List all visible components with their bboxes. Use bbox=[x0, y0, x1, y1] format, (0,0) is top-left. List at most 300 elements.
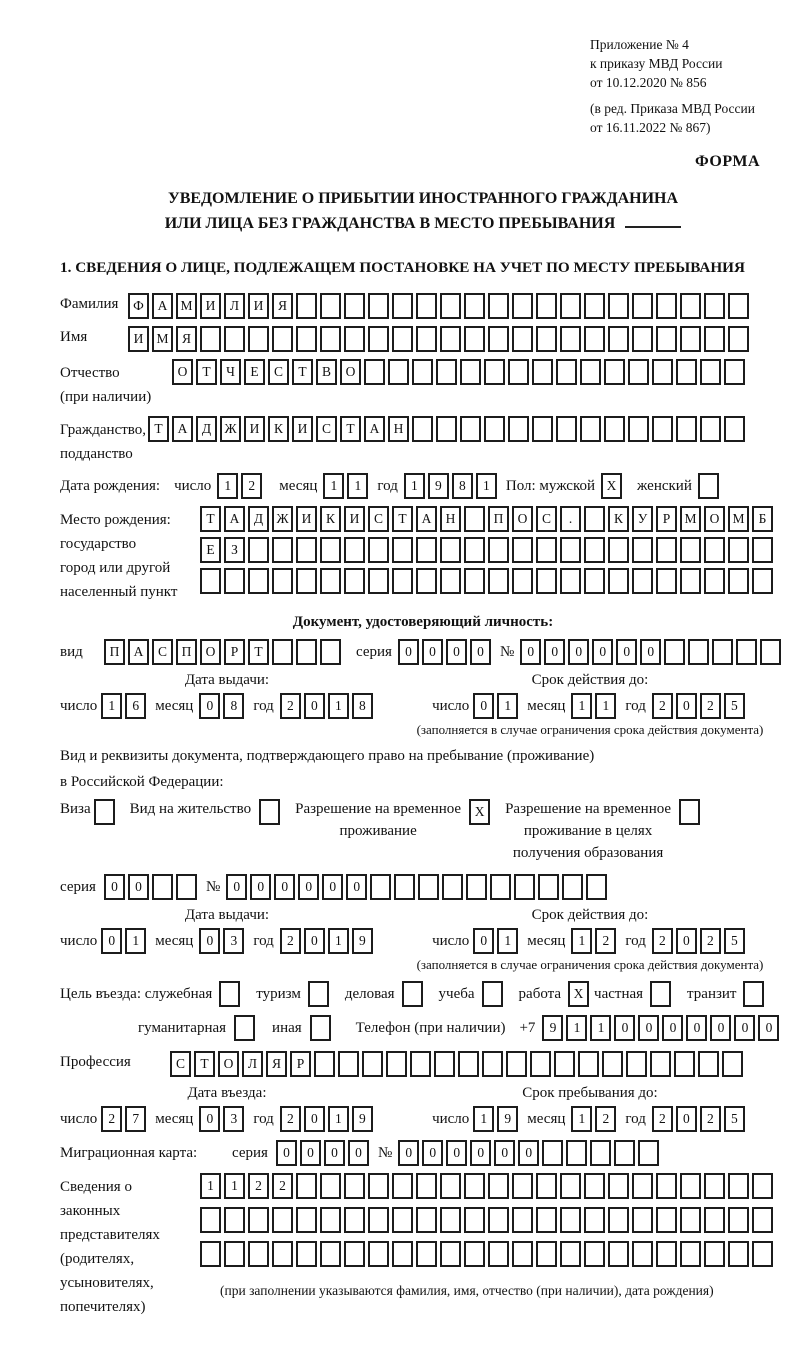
cell[interactable] bbox=[752, 1207, 773, 1233]
cell[interactable] bbox=[464, 326, 485, 352]
cell[interactable] bbox=[320, 568, 341, 594]
cell[interactable]: П bbox=[176, 639, 197, 665]
purpose-tourism-checkbox[interactable] bbox=[308, 981, 332, 1007]
cell[interactable] bbox=[560, 293, 581, 319]
cell[interactable] bbox=[392, 537, 413, 563]
cell[interactable]: Я bbox=[272, 293, 293, 319]
doc-series-input[interactable] bbox=[398, 639, 494, 665]
cell[interactable] bbox=[632, 537, 653, 563]
cell[interactable] bbox=[392, 1207, 413, 1233]
cell[interactable]: К bbox=[608, 506, 629, 532]
cell[interactable]: В bbox=[316, 359, 337, 385]
cell[interactable]: 1 bbox=[125, 928, 146, 954]
cell[interactable]: 0 bbox=[638, 1015, 659, 1041]
cell[interactable] bbox=[272, 568, 293, 594]
cell[interactable]: 1 bbox=[328, 928, 349, 954]
cell[interactable] bbox=[656, 537, 677, 563]
cell[interactable]: О bbox=[704, 506, 725, 532]
cell[interactable] bbox=[416, 293, 437, 319]
cell[interactable] bbox=[392, 1173, 413, 1199]
cell[interactable] bbox=[584, 293, 605, 319]
cell[interactable] bbox=[512, 293, 533, 319]
cell[interactable]: 0 bbox=[640, 639, 661, 665]
cell[interactable] bbox=[320, 1241, 341, 1267]
cell[interactable] bbox=[652, 416, 673, 442]
cell[interactable]: Р bbox=[224, 639, 245, 665]
cell[interactable] bbox=[368, 1241, 389, 1267]
cell[interactable] bbox=[416, 1241, 437, 1267]
visa-checkbox[interactable] bbox=[94, 799, 118, 825]
cell[interactable] bbox=[224, 1207, 245, 1233]
cell[interactable]: 2 bbox=[272, 1173, 293, 1199]
cell[interactable] bbox=[310, 1015, 331, 1041]
cell[interactable] bbox=[704, 293, 725, 319]
cell[interactable] bbox=[412, 416, 433, 442]
cell[interactable] bbox=[676, 416, 697, 442]
doc-valid-day-input[interactable] bbox=[473, 693, 521, 719]
cell[interactable] bbox=[566, 1140, 587, 1166]
cell[interactable]: 3 bbox=[223, 1106, 244, 1132]
cell[interactable] bbox=[536, 1173, 557, 1199]
cell[interactable]: Т bbox=[194, 1051, 215, 1077]
cell[interactable] bbox=[700, 359, 721, 385]
cell[interactable]: Н bbox=[440, 506, 461, 532]
cell[interactable] bbox=[272, 1241, 293, 1267]
cell[interactable]: 1 bbox=[497, 693, 518, 719]
birth-year-input[interactable] bbox=[404, 473, 500, 499]
cell[interactable]: Л bbox=[224, 293, 245, 319]
cell[interactable] bbox=[200, 568, 221, 594]
cell[interactable]: 0 bbox=[470, 1140, 491, 1166]
stay-year-input[interactable] bbox=[652, 1106, 748, 1132]
cell[interactable]: Т bbox=[392, 506, 413, 532]
doc-issue-year-input[interactable] bbox=[280, 693, 376, 719]
cell[interactable]: Ж bbox=[220, 416, 241, 442]
cell[interactable] bbox=[724, 359, 745, 385]
purpose-humanitarian-checkbox[interactable] bbox=[234, 1015, 258, 1041]
cell[interactable]: 9 bbox=[352, 928, 373, 954]
cell[interactable]: А bbox=[152, 293, 173, 319]
given-name-input[interactable] bbox=[128, 326, 752, 352]
cell[interactable]: 0 bbox=[518, 1140, 539, 1166]
permit-issue-month-input[interactable] bbox=[199, 928, 247, 954]
cell[interactable] bbox=[536, 1241, 557, 1267]
cell[interactable] bbox=[152, 874, 173, 900]
cell[interactable]: 0 bbox=[300, 1140, 321, 1166]
cell[interactable] bbox=[362, 1051, 383, 1077]
cell[interactable]: 2 bbox=[101, 1106, 122, 1132]
cell[interactable] bbox=[436, 416, 457, 442]
migcard-number-input[interactable] bbox=[398, 1140, 662, 1166]
cell[interactable]: 0 bbox=[734, 1015, 755, 1041]
cell[interactable]: 0 bbox=[276, 1140, 297, 1166]
cell[interactable] bbox=[656, 1207, 677, 1233]
cell[interactable]: 8 bbox=[223, 693, 244, 719]
cell[interactable] bbox=[698, 1051, 719, 1077]
cell[interactable]: 2 bbox=[280, 693, 301, 719]
cell[interactable]: . bbox=[560, 506, 581, 532]
cell[interactable] bbox=[392, 1241, 413, 1267]
cell[interactable]: 5 bbox=[724, 1106, 745, 1132]
cell[interactable]: 0 bbox=[614, 1015, 635, 1041]
cell[interactable] bbox=[560, 537, 581, 563]
cell[interactable] bbox=[416, 537, 437, 563]
cell[interactable]: П bbox=[488, 506, 509, 532]
cell[interactable] bbox=[680, 568, 701, 594]
cell[interactable]: 2 bbox=[280, 1106, 301, 1132]
cell[interactable]: А bbox=[128, 639, 149, 665]
cell[interactable] bbox=[584, 537, 605, 563]
cell[interactable]: Р bbox=[290, 1051, 311, 1077]
cell[interactable] bbox=[484, 416, 505, 442]
cell[interactable] bbox=[700, 416, 721, 442]
cell[interactable] bbox=[440, 1241, 461, 1267]
entry-month-input[interactable] bbox=[199, 1106, 247, 1132]
cell[interactable] bbox=[608, 1241, 629, 1267]
cell[interactable]: 2 bbox=[652, 928, 673, 954]
cell[interactable]: О bbox=[200, 639, 221, 665]
cell[interactable] bbox=[680, 537, 701, 563]
cell[interactable] bbox=[508, 416, 529, 442]
cell[interactable] bbox=[320, 537, 341, 563]
cell[interactable]: 1 bbox=[571, 1106, 592, 1132]
cell[interactable] bbox=[200, 1241, 221, 1267]
cell[interactable]: 0 bbox=[346, 874, 367, 900]
cell[interactable] bbox=[296, 639, 317, 665]
cell[interactable]: С bbox=[170, 1051, 191, 1077]
cell[interactable] bbox=[296, 326, 317, 352]
cell[interactable] bbox=[512, 1207, 533, 1233]
cell[interactable]: Т bbox=[292, 359, 313, 385]
cell[interactable] bbox=[368, 326, 389, 352]
cell[interactable] bbox=[412, 359, 433, 385]
cell[interactable]: 1 bbox=[497, 928, 518, 954]
cell[interactable] bbox=[320, 1173, 341, 1199]
cell[interactable] bbox=[488, 568, 509, 594]
cell[interactable] bbox=[760, 639, 781, 665]
profession-input[interactable] bbox=[170, 1051, 746, 1077]
cell[interactable]: 8 bbox=[452, 473, 473, 499]
cell[interactable] bbox=[650, 981, 671, 1007]
purpose-work-checkbox[interactable] bbox=[568, 981, 592, 1007]
cell[interactable] bbox=[584, 1173, 605, 1199]
cell[interactable] bbox=[440, 326, 461, 352]
cell[interactable] bbox=[272, 1207, 293, 1233]
cell[interactable]: 0 bbox=[101, 928, 122, 954]
purpose-private-checkbox[interactable] bbox=[650, 981, 674, 1007]
cell[interactable]: Ж bbox=[272, 506, 293, 532]
cell[interactable]: Т bbox=[340, 416, 361, 442]
cell[interactable]: Е bbox=[244, 359, 265, 385]
cell[interactable]: О bbox=[512, 506, 533, 532]
cell[interactable] bbox=[460, 416, 481, 442]
cell[interactable] bbox=[632, 326, 653, 352]
cell[interactable]: Ч bbox=[220, 359, 241, 385]
cell[interactable] bbox=[248, 568, 269, 594]
cell[interactable] bbox=[560, 326, 581, 352]
cell[interactable] bbox=[344, 1241, 365, 1267]
cell[interactable] bbox=[628, 416, 649, 442]
cell[interactable] bbox=[532, 359, 553, 385]
residence-permit-checkbox[interactable] bbox=[259, 799, 283, 825]
cell[interactable] bbox=[296, 537, 317, 563]
cell[interactable]: 2 bbox=[595, 1106, 616, 1132]
cell[interactable]: 1 bbox=[328, 693, 349, 719]
cell[interactable] bbox=[656, 1241, 677, 1267]
cell[interactable] bbox=[530, 1051, 551, 1077]
cell[interactable]: 1 bbox=[571, 693, 592, 719]
entry-year-input[interactable] bbox=[280, 1106, 376, 1132]
cell[interactable] bbox=[584, 1241, 605, 1267]
cell[interactable] bbox=[728, 537, 749, 563]
cell[interactable] bbox=[440, 293, 461, 319]
cell[interactable] bbox=[436, 359, 457, 385]
cell[interactable]: 0 bbox=[250, 874, 271, 900]
cell[interactable] bbox=[368, 568, 389, 594]
cell[interactable] bbox=[402, 981, 423, 1007]
cell[interactable] bbox=[466, 874, 487, 900]
cell[interactable]: 0 bbox=[199, 1106, 220, 1132]
cell[interactable] bbox=[248, 1241, 269, 1267]
cell[interactable] bbox=[248, 326, 269, 352]
cell[interactable] bbox=[224, 1241, 245, 1267]
cell[interactable]: 8 bbox=[352, 693, 373, 719]
cell[interactable] bbox=[608, 568, 629, 594]
cell[interactable]: И bbox=[296, 506, 317, 532]
permit-number-input[interactable] bbox=[226, 874, 610, 900]
cell[interactable] bbox=[482, 1051, 503, 1077]
cell[interactable]: 1 bbox=[571, 928, 592, 954]
cell[interactable]: 0 bbox=[676, 693, 697, 719]
cell[interactable] bbox=[368, 537, 389, 563]
temp-residence-edu-checkbox[interactable] bbox=[679, 799, 703, 825]
cell[interactable] bbox=[638, 1140, 659, 1166]
cell[interactable]: Л bbox=[242, 1051, 263, 1077]
patronymic-input[interactable] bbox=[172, 359, 748, 385]
cell[interactable] bbox=[224, 326, 245, 352]
cell[interactable] bbox=[488, 1207, 509, 1233]
cell[interactable]: 0 bbox=[710, 1015, 731, 1041]
doc-issue-day-input[interactable] bbox=[101, 693, 149, 719]
cell[interactable]: 0 bbox=[616, 639, 637, 665]
cell[interactable] bbox=[704, 1173, 725, 1199]
cell[interactable] bbox=[272, 639, 293, 665]
cell[interactable] bbox=[508, 359, 529, 385]
cell[interactable]: 0 bbox=[676, 928, 697, 954]
cell[interactable] bbox=[584, 506, 605, 532]
cell[interactable]: 0 bbox=[322, 874, 343, 900]
cell[interactable] bbox=[314, 1051, 335, 1077]
permit-valid-day-input[interactable] bbox=[473, 928, 521, 954]
cell[interactable] bbox=[679, 799, 700, 825]
cell[interactable]: 1 bbox=[566, 1015, 587, 1041]
cell[interactable] bbox=[338, 1051, 359, 1077]
guardians-row1-input[interactable] bbox=[200, 1173, 776, 1199]
cell[interactable]: К bbox=[268, 416, 289, 442]
cell[interactable]: 0 bbox=[446, 639, 467, 665]
cell[interactable] bbox=[458, 1051, 479, 1077]
cell[interactable] bbox=[464, 293, 485, 319]
cell[interactable] bbox=[752, 537, 773, 563]
cell[interactable] bbox=[224, 568, 245, 594]
cell[interactable] bbox=[364, 359, 385, 385]
cell[interactable]: 2 bbox=[700, 693, 721, 719]
doc-kind-input[interactable] bbox=[104, 639, 344, 665]
cell[interactable] bbox=[296, 1241, 317, 1267]
cell[interactable] bbox=[532, 416, 553, 442]
cell[interactable] bbox=[556, 416, 577, 442]
cell[interactable]: С bbox=[368, 506, 389, 532]
cell[interactable]: Д bbox=[196, 416, 217, 442]
cell[interactable] bbox=[728, 293, 749, 319]
surname-input[interactable] bbox=[128, 293, 752, 319]
cell[interactable] bbox=[656, 326, 677, 352]
cell[interactable] bbox=[488, 326, 509, 352]
cell[interactable] bbox=[632, 293, 653, 319]
cell[interactable] bbox=[296, 568, 317, 594]
cell[interactable]: 0 bbox=[298, 874, 319, 900]
cell[interactable] bbox=[680, 326, 701, 352]
cell[interactable] bbox=[512, 1241, 533, 1267]
cell[interactable]: 0 bbox=[676, 1106, 697, 1132]
cell[interactable] bbox=[416, 1173, 437, 1199]
cell[interactable] bbox=[560, 1207, 581, 1233]
cell[interactable]: 1 bbox=[473, 1106, 494, 1132]
cell[interactable] bbox=[296, 1173, 317, 1199]
cell[interactable] bbox=[656, 293, 677, 319]
cell[interactable]: 2 bbox=[652, 693, 673, 719]
birthplace-row1-input[interactable] bbox=[200, 506, 776, 532]
cell[interactable] bbox=[556, 359, 577, 385]
cell[interactable]: О bbox=[172, 359, 193, 385]
purpose-other-checkbox[interactable] bbox=[310, 1015, 334, 1041]
cell[interactable] bbox=[248, 1207, 269, 1233]
cell[interactable]: 3 bbox=[223, 928, 244, 954]
cell[interactable] bbox=[440, 568, 461, 594]
cell[interactable] bbox=[344, 568, 365, 594]
cell[interactable]: 1 bbox=[404, 473, 425, 499]
cell[interactable] bbox=[736, 639, 757, 665]
cell[interactable]: 0 bbox=[446, 1140, 467, 1166]
cell[interactable] bbox=[674, 1051, 695, 1077]
stay-day-input[interactable] bbox=[473, 1106, 521, 1132]
cell[interactable] bbox=[628, 359, 649, 385]
cell[interactable] bbox=[200, 1207, 221, 1233]
cell[interactable]: 0 bbox=[520, 639, 541, 665]
cell[interactable] bbox=[94, 799, 115, 825]
doc-valid-year-input[interactable] bbox=[652, 693, 748, 719]
cell[interactable]: 1 bbox=[347, 473, 368, 499]
cell[interactable] bbox=[442, 874, 463, 900]
cell[interactable] bbox=[368, 1173, 389, 1199]
cell[interactable] bbox=[580, 359, 601, 385]
cell[interactable]: М bbox=[728, 506, 749, 532]
cell[interactable] bbox=[418, 874, 439, 900]
cell[interactable]: X bbox=[568, 981, 589, 1007]
cell[interactable]: 0 bbox=[494, 1140, 515, 1166]
cell[interactable]: Т bbox=[148, 416, 169, 442]
cell[interactable] bbox=[656, 568, 677, 594]
cell[interactable]: 0 bbox=[199, 693, 220, 719]
cell[interactable] bbox=[464, 1207, 485, 1233]
cell[interactable] bbox=[514, 874, 535, 900]
cell[interactable]: 2 bbox=[700, 928, 721, 954]
cell[interactable] bbox=[416, 326, 437, 352]
cell[interactable] bbox=[704, 1241, 725, 1267]
cell[interactable]: 0 bbox=[592, 639, 613, 665]
cell[interactable] bbox=[586, 874, 607, 900]
cell[interactable] bbox=[680, 1173, 701, 1199]
cell[interactable]: С bbox=[316, 416, 337, 442]
cell[interactable] bbox=[722, 1051, 743, 1077]
cell[interactable]: 0 bbox=[662, 1015, 683, 1041]
cell[interactable] bbox=[752, 1241, 773, 1267]
cell[interactable] bbox=[584, 326, 605, 352]
cell[interactable] bbox=[234, 1015, 255, 1041]
entry-day-input[interactable] bbox=[101, 1106, 149, 1132]
temp-residence-checkbox[interactable] bbox=[469, 799, 493, 825]
cell[interactable] bbox=[488, 293, 509, 319]
cell[interactable]: К bbox=[320, 506, 341, 532]
cell[interactable] bbox=[614, 1140, 635, 1166]
cell[interactable]: 0 bbox=[422, 639, 443, 665]
cell[interactable] bbox=[460, 359, 481, 385]
cell[interactable]: 0 bbox=[758, 1015, 779, 1041]
cell[interactable] bbox=[464, 537, 485, 563]
permit-valid-month-input[interactable] bbox=[571, 928, 619, 954]
cell[interactable]: 6 bbox=[125, 693, 146, 719]
cell[interactable] bbox=[704, 568, 725, 594]
cell[interactable] bbox=[272, 537, 293, 563]
cell[interactable] bbox=[200, 326, 221, 352]
cell[interactable]: 0 bbox=[128, 874, 149, 900]
cell[interactable] bbox=[512, 1173, 533, 1199]
cell[interactable]: 1 bbox=[590, 1015, 611, 1041]
cell[interactable] bbox=[664, 639, 685, 665]
cell[interactable]: 2 bbox=[280, 928, 301, 954]
cell[interactable] bbox=[652, 359, 673, 385]
cell[interactable] bbox=[536, 326, 557, 352]
cell[interactable] bbox=[608, 537, 629, 563]
cell[interactable] bbox=[320, 639, 341, 665]
cell[interactable]: 7 bbox=[125, 1106, 146, 1132]
cell[interactable]: 0 bbox=[473, 928, 494, 954]
cell[interactable] bbox=[560, 1173, 581, 1199]
cell[interactable] bbox=[608, 1207, 629, 1233]
cell[interactable] bbox=[608, 326, 629, 352]
cell[interactable]: О bbox=[340, 359, 361, 385]
cell[interactable] bbox=[386, 1051, 407, 1077]
cell[interactable] bbox=[488, 1241, 509, 1267]
cell[interactable]: 0 bbox=[274, 874, 295, 900]
cell[interactable] bbox=[743, 981, 764, 1007]
migcard-series-input[interactable] bbox=[276, 1140, 372, 1166]
cell[interactable]: 2 bbox=[700, 1106, 721, 1132]
sex-male-checkbox[interactable] bbox=[601, 473, 625, 499]
cell[interactable]: З bbox=[224, 537, 245, 563]
cell[interactable]: Т bbox=[248, 639, 269, 665]
cell[interactable] bbox=[392, 293, 413, 319]
cell[interactable] bbox=[368, 1207, 389, 1233]
cell[interactable] bbox=[248, 537, 269, 563]
cell[interactable] bbox=[632, 1207, 653, 1233]
cell[interactable] bbox=[320, 293, 341, 319]
cell[interactable]: 5 bbox=[724, 693, 745, 719]
cell[interactable]: А bbox=[172, 416, 193, 442]
cell[interactable] bbox=[704, 537, 725, 563]
cell[interactable] bbox=[308, 981, 329, 1007]
cell[interactable] bbox=[392, 326, 413, 352]
